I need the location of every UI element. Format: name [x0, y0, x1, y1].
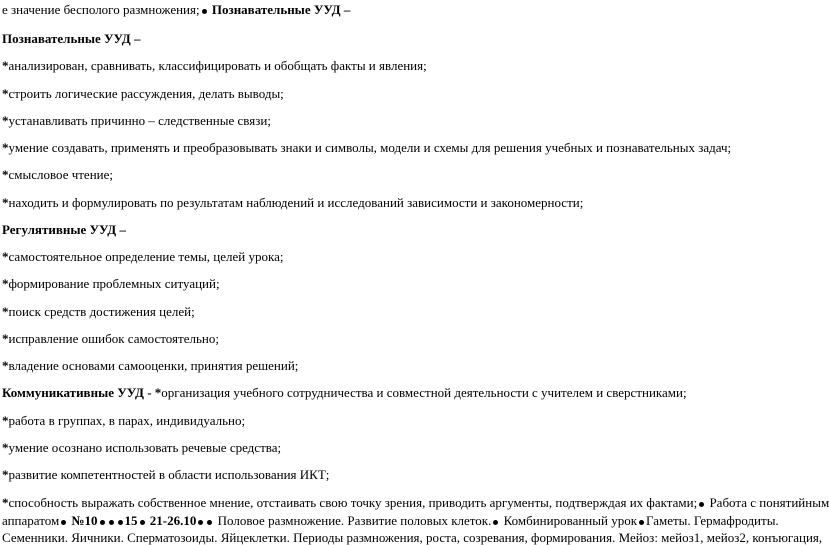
- cognitive-item-5: *смысловое чтение;: [2, 167, 114, 182]
- heading-cognitive: Познавательные УУД –: [2, 31, 141, 46]
- bullet-icon: [202, 9, 207, 14]
- cognitive-item-3: *устанавливать причинно – следственные связи;: [2, 113, 271, 128]
- communicative-item-4: *развитие компетентностей в области использования ИКТ;: [2, 467, 330, 482]
- bullet-icon: [118, 520, 123, 525]
- regulatory-item-1: *самостоятельное определение темы, целей урока;: [2, 249, 284, 264]
- regulatory-item-5: *владение основами самооценки, принятия решений;: [2, 358, 299, 373]
- communicative-item-3: *умение осознано использовать речевые средства;: [2, 440, 282, 455]
- lesson-header-line: аппаратом №10 15 21-26.10 Половое размножение. Развитие половых клеток. Комбинированный урок Гаметы. Гермафродиты.: [2, 513, 779, 528]
- communicative-item-5: *способность выражать собственное мнение, отстаивать свою точку зрения, приводить аргументы, подтверждая их фактами; Работа с понятийным: [2, 495, 829, 510]
- terms-line: Семенники. Яичники. Сперматозоиды. Яйцеклетки. Периоды размножения, роста, созревания, формирования. Мейоз: мейоз1, мейоз2, конъюгация,: [2, 530, 823, 545]
- cognitive-item-2: *строить логические рассуждения, делать выводы;: [2, 86, 284, 101]
- cognitive-item-4: *умение создавать, применять и преобразовывать знаки и символы, модели и схемы для решения учебных и познавательных задач;: [2, 140, 732, 155]
- bullet-icon: [207, 520, 212, 525]
- communicative-item-2: *работа в группах, в парах, индивидуально;: [2, 413, 246, 428]
- regulatory-item-3: *поиск средств достижения целей;: [2, 304, 195, 319]
- bullet-icon: [493, 520, 498, 525]
- bullet-icon: [140, 520, 145, 525]
- cognitive-item-1: *анализирован, сравнивать, классифицировать и обобщать факты и явления;: [2, 58, 427, 73]
- bullet-icon: [639, 520, 644, 525]
- heading-regulatory: Регулятивные УУД –: [2, 222, 126, 237]
- line-intro: е значение бесполого размножения; Познавательные УУД –: [2, 2, 351, 17]
- bullet-icon: [61, 520, 66, 525]
- bullet-icon: [109, 520, 114, 525]
- regulatory-item-4: *исправление ошибок самостоятельно;: [2, 331, 219, 346]
- communicative-line: Коммуникативные УУД - *организация учебного сотрудничества и совместной деятельности с учителем и сверстниками;: [2, 385, 687, 400]
- bullet-icon: [198, 520, 203, 525]
- bullet-icon: [100, 520, 105, 525]
- bullet-icon: [699, 502, 704, 507]
- regulatory-item-2: *формирование проблемных ситуаций;: [2, 276, 220, 291]
- heading-communicative: Коммуникативные УУД -: [2, 385, 155, 400]
- cognitive-item-6: *находить и формулировать по результатам наблюдений и исследований зависимости и закономерности;: [2, 195, 584, 210]
